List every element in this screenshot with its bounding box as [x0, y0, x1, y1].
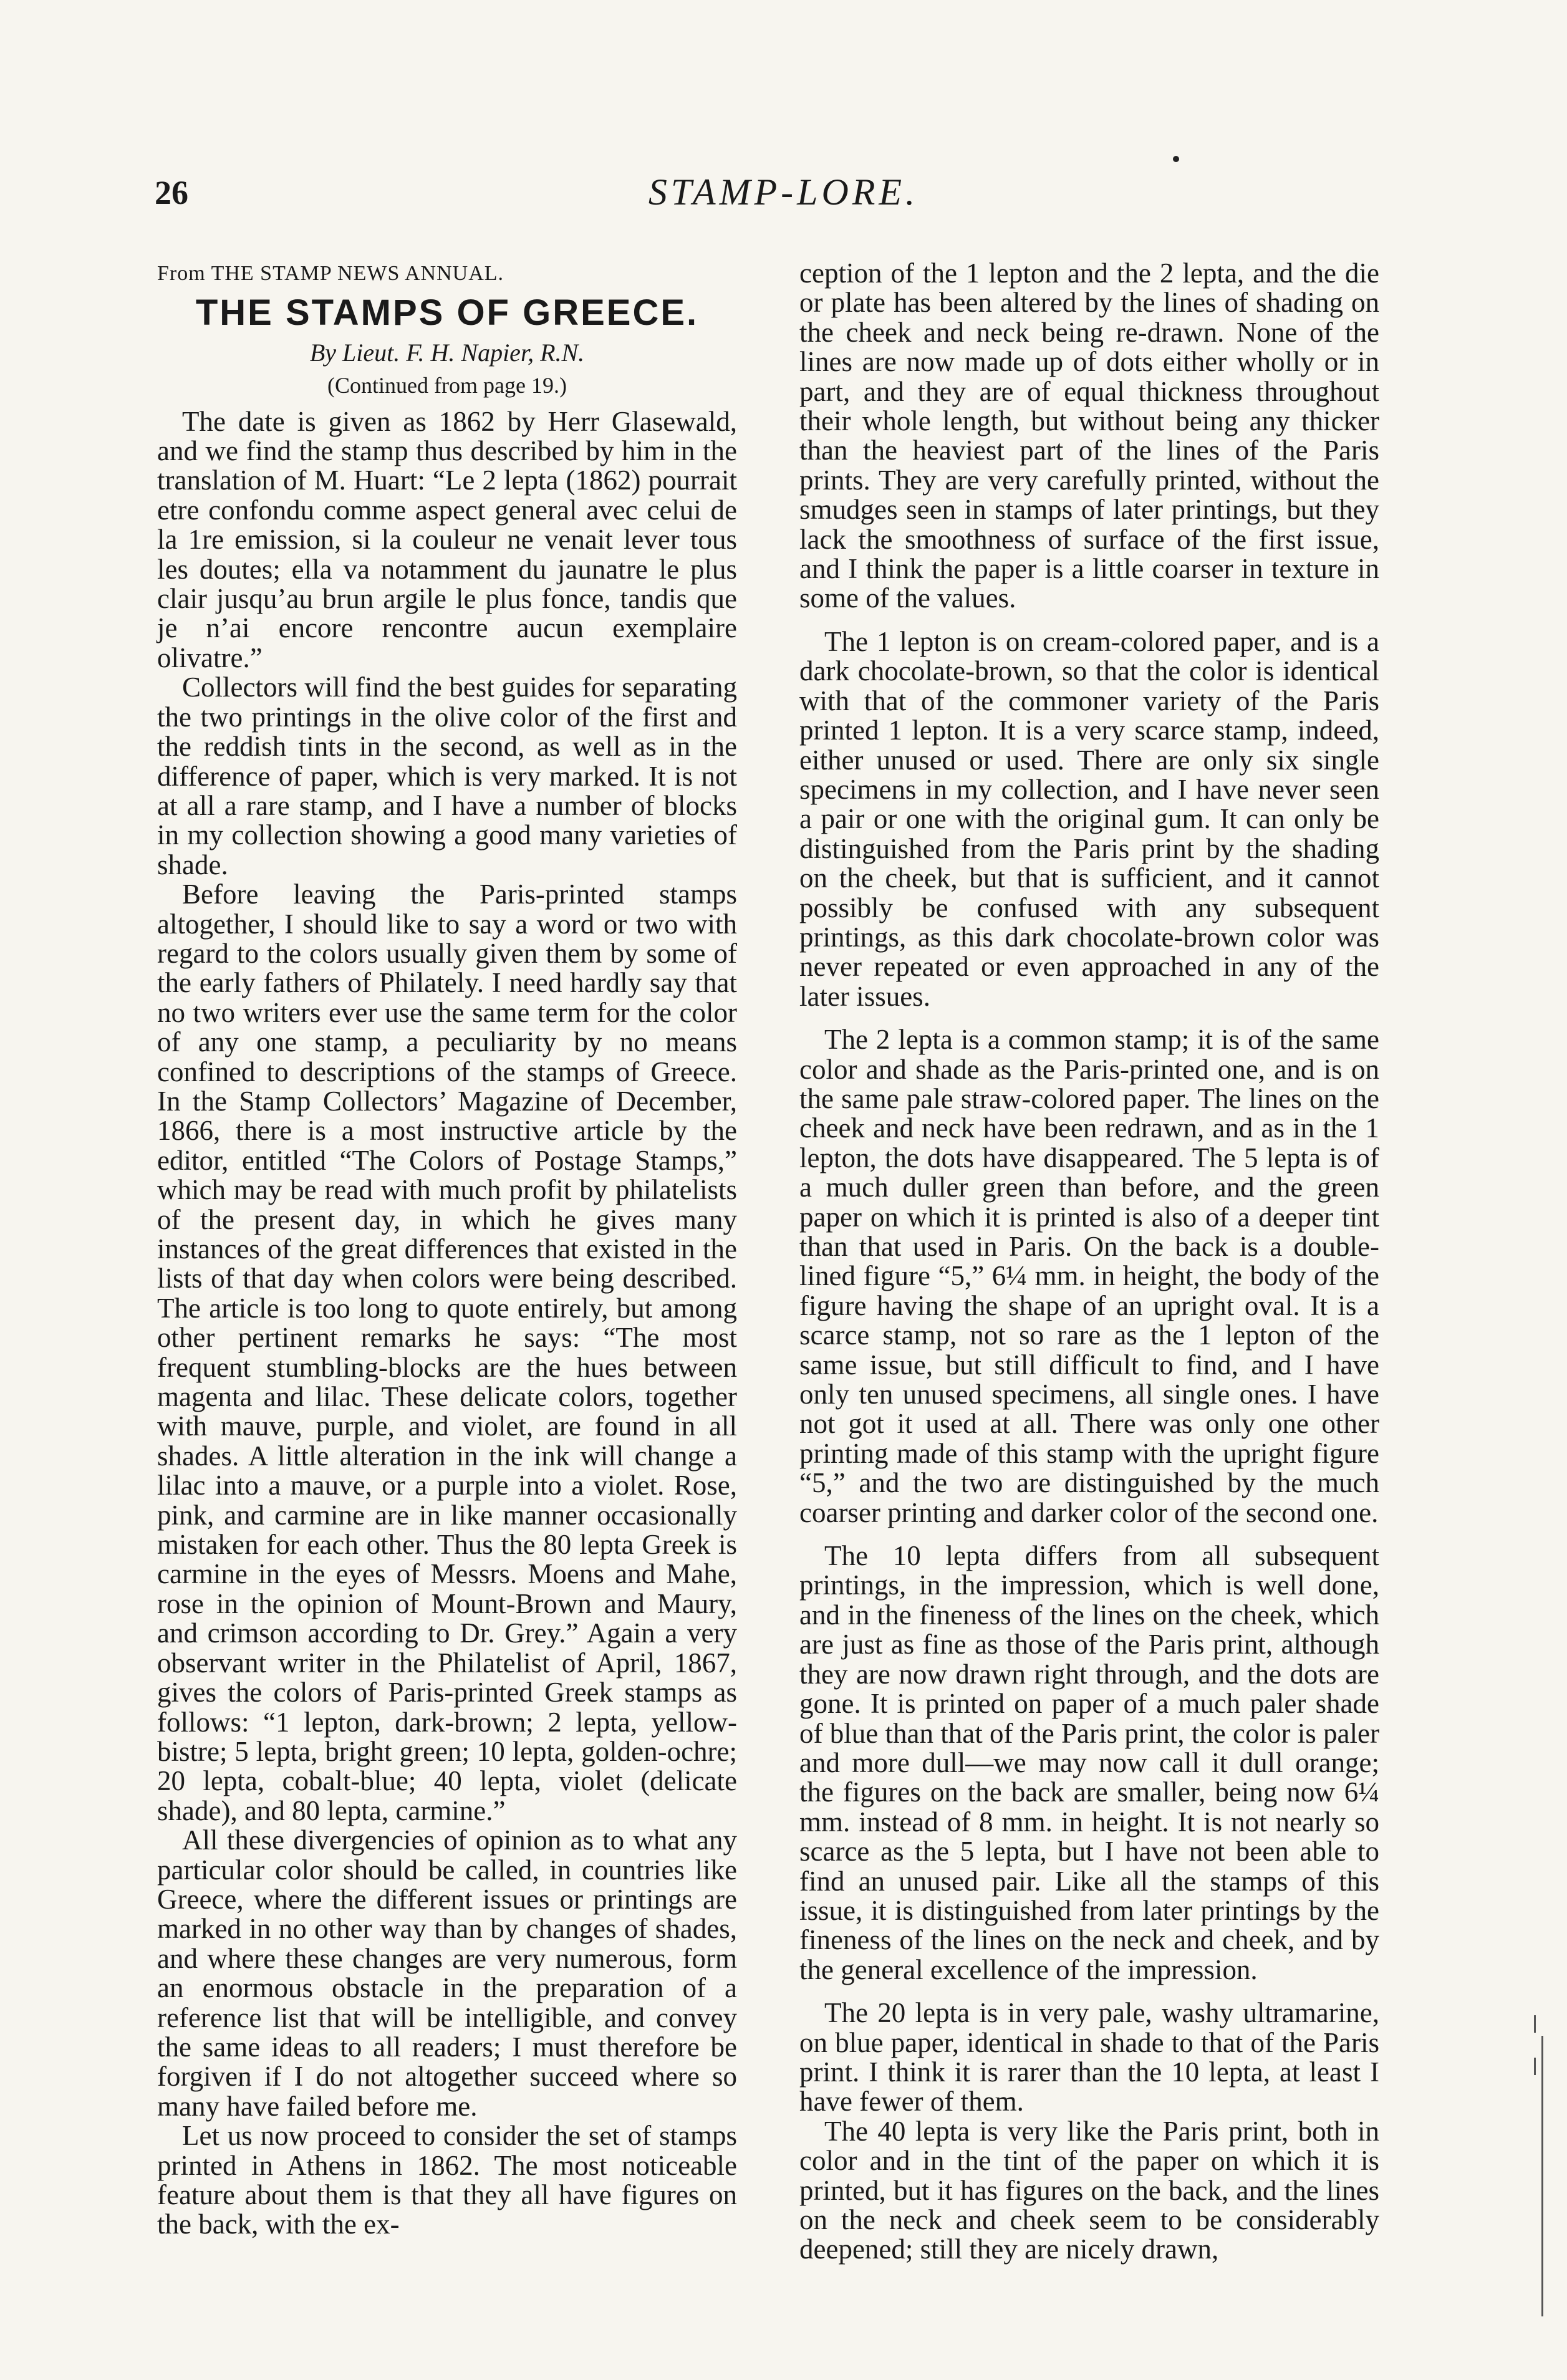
paragraph: The 20 lepta is in very pale, washy ultramarine, on blue paper, identical in shade to that of the Paris print. I think it is rarer than the 10 lepta, at least I have fewer of them. [799, 1997, 1379, 2117]
paragraph: All these divergencies of opinion as to what any particular color should be called, in countries like Greece, where the different issues or printings are marked in no other way than by changes of shades, and where these changes are very numerous, form an enormous obstacle in the preparation of a reference list that will be intelligible, and convey the same ideas to all readers; I must therefore be forgiven if I do not altogether succeed where so many have failed before me. [157, 1824, 737, 2122]
paragraph: The 40 lepta is very like the Paris print, both in color and in the tint of the paper on which it is printed, but it has figures on the back, and the lines on the neck and cheek seem to be considerably deepened; still they are nicely drawn, [799, 2115, 1379, 2265]
print-mark [1173, 156, 1179, 162]
running-title: STAMP-LORE. [648, 171, 919, 213]
paragraph: The 2 lepta is a common stamp; it is of the same color and shade as the Paris-printed one, and is on the same pale straw-colored paper. The lines on the cheek and neck have been redrawn, and as in the 1 lepton, the dots have disappeared. The 5 lepta is of a much duller green than before, and the green paper on which it is printed is also of a deeper tint than that used in Paris. On the back is a double-lined figure “5,” 6¼ mm. in height, the body of the figure having the shape of an upright oval. It is a scarce stamp, not so rare as the 1 lepton of the same issue, but still difficult to find, and I have only ten unused specimens, all single ones. I have not got it used at all. There was only one other printing made of this stamp with the upright figure “5,” and the two are distinguished by the much coarser printing and darker color of the second one. [799, 1024, 1379, 1528]
paragraph: The 1 lepton is on cream-colored paper, and is a dark chocolate-brown, so that the color is identical with that of the commoner variety of the Paris printed 1 lepton. It is a very scarce stamp, indeed, either unused or used. There are only six single specimens in my collection, and I have never seen a pair or one with the original gum. It can only be distinguished from the Paris print by the shading on the cheek, but that is sufficient, and it cannot possibly be confused with any subsequent printings, as this dark chocolate-brown color was never repeated or even approached in any of the later issues. [799, 625, 1379, 1012]
right-column [799, 259, 1379, 2265]
scan-edge-line [1541, 2036, 1543, 2316]
paragraph: The 10 lepta differs from all subsequent printings, in the impression, which is well done, and in the fineness of the lines on the cheek, which are just as fine as those of the Paris print, although they are now drawn right through, and the dots are gone. It is printed on paper of a much paler shade of blue than that of the Paris print, the color is paler and more dull—we may now call it dull orange; the figures on the back are smaller, being now 6¼ mm. instead of 8 mm. in height. It is not nearly so scarce as the 5 lepta, but I have not been able to find an unused pair. Like all the stamps of this issue, it is distinguished from later printings by the fineness of the lines on the neck and cheek, and by the general excellence of the impression. [799, 1540, 1379, 1985]
paragraph: Before leaving the Paris-printed stamps altogether, I should like to say a word or two with regard to the colors usually given them by some of the early fathers of Philately. I need hardly say that no two writers ever use the same term for the color of any one stamp, a peculiarity by no means confined to descriptions of the stamps of Greece. In the Stamp Collectors’ Magazine of December, 1866, there is a most instructive article by the editor, entitled “The Colors of Postage Stamps,” which may be read with much profit by philatelists of the present day, in which he gives many instances of the great differences that existed in the lists of that day when colors were being described. The article is too long to quote entirely, but among other pertinent remarks he says: “The most frequent stumbling-blocks are the hues between magenta and lilac. These delicate colors, together with mauve, purple, and violet, are found in all shades. A little alteration in the ink will change a lilac into a mauve, or a purple into a violet. Rose, pink, and carmine are in like manner occasionally mistaken for each other. Thus the 80 lepta Greek is carmine in the eyes of Messrs. Moens and Mahe, rose in the opinion of Mount-Brown and Maury, and crimson according to Dr. Grey.” Again a very observant writer in the Philatelist of April, 1867, gives the colors of Paris-printed Greek stamps as follows: “1 lepton, dark-brown; 2 lepta, yellow-bistre; 5 lepta, bright green; 10 lepta, golden-ochre; 20 lepta, cobalt-blue; 40 lepta, violet (delicate shade), and 80 lepta, carmine.” [157, 879, 737, 1826]
page-number: 26 [155, 174, 188, 211]
left-column [157, 259, 737, 2240]
source-line: From THE STAMP NEWS ANNUAL. [157, 262, 504, 285]
scan-edge-mark [1534, 2058, 1536, 2075]
paragraph: Collectors will find the best guides for separating the two printings in the olive color of the first and the reddish tints in the second, as well as in the difference of paper, which is very marked. It is not at all a rare stamp, and I have a number of blocks in my collection showing a good many varieties of shade. [157, 672, 737, 880]
byline: By Lieut. F. H. Napier, R.N. [309, 338, 585, 367]
paragraph: ception of the 1 lepton and the 2 lepta, and the die or plate has been altered by the lines of shading on the cheek and neck being re-drawn. None of the lines are now made up of dots either wholly or in part, and they are of equal thickness throughout their whole length, but without being any thicker than the heaviest part of the lines of the Paris prints. They are very carefully printed, without the smudges seen in stamps of later printings, but they lack the smoothness of surface of the first issue, and I think the paper is a little coarser in texture in some of the values. [799, 258, 1379, 614]
article-title: THE STAMPS OF GREECE. [195, 292, 699, 334]
paragraph: The date is given as 1862 by Herr Glasewald, and we find the stamp thus described by him in the translation of M. Huart: “Le 2 lepta (1862) pourrait etre confondu comme aspect general avec celui de la 1re emission, si la couleur ne venait lever tous les doutes; ella va notamment du jaunatre le plus clair jusqu’au brun argile le plus fonce, tandis que je n’ai encore rencontre aucun exemplaire olivatre.” [157, 405, 737, 673]
continued-note: (Continued from page 19.) [327, 373, 567, 398]
paragraph: Let us now proceed to consider the set of stamps printed in Athens in 1862. The most noticeable feature about them is that they all have figures on the back, with the ex- [157, 2120, 737, 2240]
scan-edge-mark [1534, 2015, 1536, 2033]
